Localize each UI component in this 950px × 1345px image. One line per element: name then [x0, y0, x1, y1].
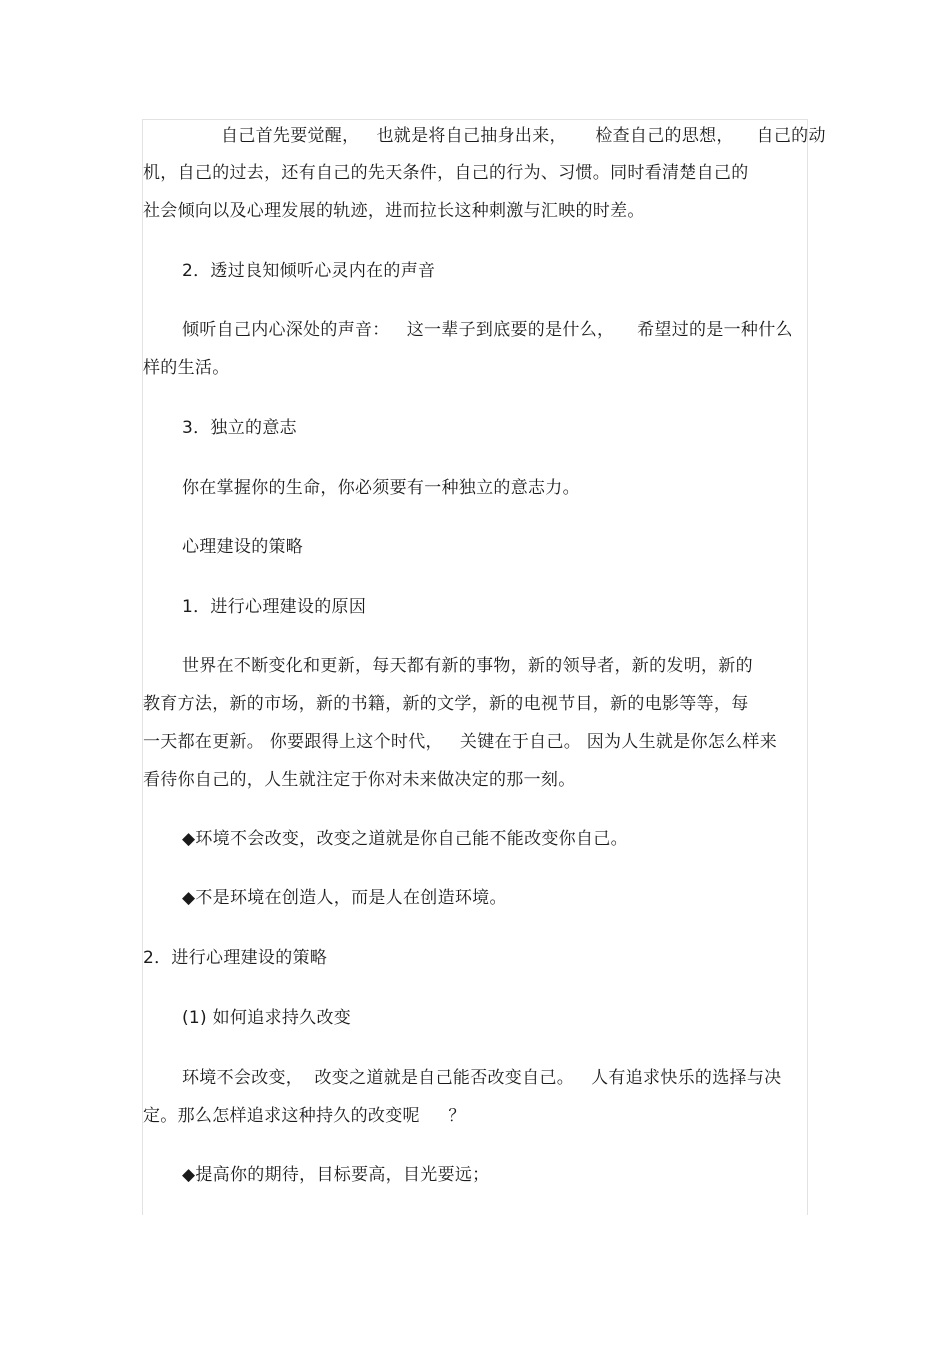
bullet-item: ◆环境不会改变，改变之道就是你自己能不能改变你自己。 — [182, 829, 628, 849]
bullet-item: ◆提高你的期待，目标要高，目光要远； — [182, 1165, 490, 1185]
paragraph-line: 社会倾向以及心理发展的轨迹，进而拉长这种刺激与汇映的时差。 — [143, 201, 645, 221]
section-heading: 1．进行心理建设的原因 — [182, 597, 367, 617]
paragraph-line: 自己首先要觉醒， 也就是将自己抽身出来， 检查自己的思想， 自己的动 — [221, 126, 826, 146]
section-heading: 2．透过良知倾听心灵内在的声音 — [182, 261, 436, 281]
paragraph-line: 样的生活。 — [143, 358, 230, 378]
paragraph-line: 定。那么怎样追求这种持久的改变呢 ？ — [143, 1106, 466, 1126]
paragraph-line: 机，自己的过去，还有自己的先天条件，自己的行为、习惯。同时看清楚自己的 — [143, 163, 749, 183]
paragraph-line: 环境不会改变， 改变之道就是自己能否改变自己。 人有追求快乐的选择与决 — [182, 1068, 782, 1088]
paragraph-line: 世界在不断变化和更新，每天都有新的事物，新的领导者，新的发明，新的 — [182, 656, 753, 676]
paragraph-line: 教育方法，新的市场，新的书籍，新的文学，新的电视节目，新的电影等等，每 — [143, 694, 749, 714]
subsection-heading: (1) 如何追求持久改变 — [182, 1008, 352, 1028]
paragraph-line: 你在掌握你的生命，你必须要有一种独立的意志力。 — [182, 478, 580, 498]
bullet-item: ◆不是环境在创造人，而是人在创造环境。 — [182, 888, 507, 908]
paragraph-line: 倾听自己内心深处的声音： 这一辈子到底要的是什么， 希望过的是一种什么 — [182, 320, 793, 340]
section-heading: 2．进行心理建设的策略 — [143, 948, 328, 968]
paragraph-line: 看待你自己的，人生就注定于你对未来做决定的那一刻。 — [143, 770, 576, 790]
section-heading: 心理建设的策略 — [182, 537, 304, 557]
paragraph-line: 一天都在更新。 你要跟得上这个时代， 关键在于自己。 因为人生就是你怎么样来 — [143, 732, 778, 752]
section-heading: 3．独立的意志 — [182, 418, 297, 438]
